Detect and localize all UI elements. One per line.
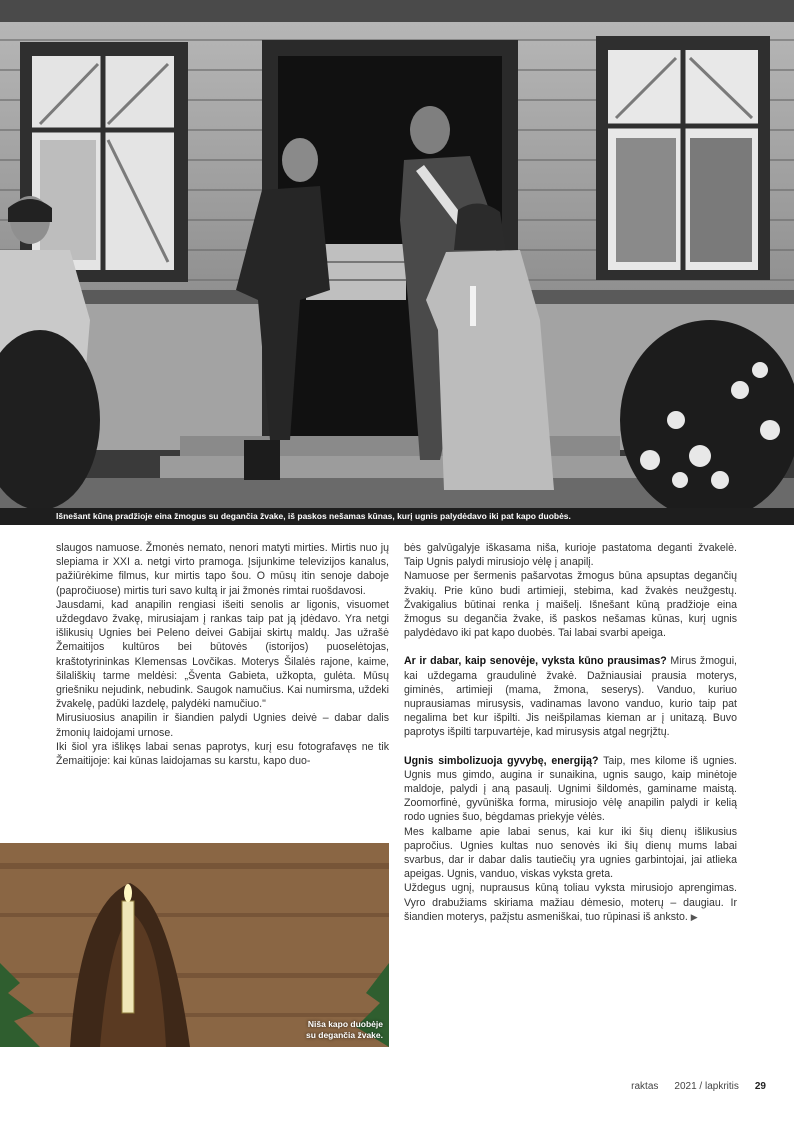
top-photo-caption: Išnešant kūną pradžioje eina žmogus su degančia žvake, iš paskos nešamas kūnas, kurį ugnis palydėdavo iki pat kapo duobės. (0, 508, 794, 525)
grave-niche-caption (306, 1019, 383, 1041)
right-paragraph-3: Mes kalbame apie labai senus, kai kur iki šių dienų išlikusius papročius. Ugnies kultas nuo senovės iki šių dienų mums labai svarbus, dar ir dabar dalis tautiečių yra ugnies garbintojai, jai atlieka apeigas. Ugnis, vanduo, viskas vyksta greta. (404, 825, 737, 881)
answer-2: Taip, mes kilome iš ugnies. Ugnis mus gimdo, augina ir sunaikina, ugnis saugo, kaip minėtoje maldoje, palydi į aną pasaulį. Ugnimi šildomės, gaminame maistą. Zoomorfinė, gyvūniška forma, mirusiojo vėlę anapilin palydi ir kelią rodo ugnies šuo, bėgdamas priekyje vėlės. (404, 754, 738, 824)
right-paragraph-2: Namuose per šermenis pašarvotas žmogus būna apsuptas degančių žvakių. Prie kūno budi artimieji, stebima, kad žvakės neužgestų. Žvakigalius būtinai renka į maišelį. Išnešant kūną pradžioje eina žmogus su degančia žvake, iš paskos nešamas kūnas, kurį ugnis palydėdavo iki pat kapo duobės. Tai labai svarbi apeiga. (404, 570, 737, 640)
question-2: Ugnis simbolizuoja gyvybę, energiją? (404, 754, 599, 767)
right-qa-1 (404, 654, 737, 739)
left-paragraph-3: Mirusiuosius anapilin ir šiandien palydi Ugnies deivė – dabar dalis žmonių laidojami urnose. (56, 712, 389, 739)
answer-1: Mirus žmogui, kai uždegama graudulinė žvakė. Dažniausiai prausia moterys, giminės, artimieji (mama, žmona, seserys). Vanduo, kuriuo nuprausiamas mirusysis, vadinamas lavono vanduo, kurio taip pat negalima bet kur išpilti. Jis neišpilamas kieman ar į unitazą. Buvo paprotys išpilti tarpuvartėje, kad mirusysis atgal negrįžtų. (404, 655, 737, 739)
page-footer (631, 1081, 766, 1092)
right-paragraph-4 (404, 881, 737, 924)
right-paragraph-1: bės galvūgalyje iškasama niša, kurioje pastatoma deganti žvakelė. Taip Ugnis palydi mirusiojo vėlę į anapilį. (404, 542, 737, 569)
grave-niche-illustration (0, 843, 389, 1047)
funeral-procession-photo (0, 0, 794, 508)
issue-date: 2021 / lapkritis (674, 1081, 739, 1092)
grave-niche-photo (0, 843, 389, 1047)
question-1: Ar ir dabar, kaip senovėje, vyksta kūno prausimas? (404, 655, 667, 668)
grave-niche-caption-line-2: su degančia žvake. (305, 1030, 383, 1040)
right-qa-2 (404, 754, 737, 825)
funeral-procession-illustration (0, 0, 794, 508)
right-column (404, 541, 737, 924)
grave-niche-caption-line-1: Niša kapo duobėje (307, 1019, 383, 1029)
page-number: 29 (754, 1081, 766, 1092)
left-paragraph-4: Iki šiol yra išlikęs labai senas paprotys, kurį esu fotografavęs ne tik Žemaitijoje: kai kūnas laidojamas su karstu, kapo duo- (56, 740, 389, 768)
left-paragraph-1: slaugos namuose. Žmonės nemato, nenori matyti mirties. Mirtis nuo jų slepiama ir XXI a. netgi virto pramoga. Įsijunkime televizijos kanalus, pažiūrėkime filmus, kur mirtis tapo šou. O mūsų itin senoje daboje (papročiuose) mirtis turi savo kultą ir jai žmonės rimtai ruošdavosi. (56, 542, 389, 597)
left-column (56, 541, 389, 768)
end-of-article-icon: ▶ (690, 911, 698, 922)
right-paragraph-4-text: Uždegus ugnį, nuprausus kūną toliau vyksta mirusiojo aprengimas. Vyro drabužiams skiriama mažiau dėmesio, moterų – daugiau. Ir šiandien moterys, pažįstu asmeniškai, tuo rūpinasi iš anksto. (404, 882, 737, 923)
magazine-name: raktas (631, 1081, 659, 1092)
left-paragraph-2: Jausdami, kad anapilin rengiasi išeiti senolis ar ligonis, visuomet uždegdavo žvakę, mirusiajam į rankas taip pat ją įdėdavo. Yra netgi išlikusių Ugnies bei Peleno deivei Gabijai skirtų maldų. Jas užrašė Žemaitijos kultūros bei būtovės (istorijos) puoselėtojas, kraštotyrininkas Klemensas Lovčikas. Moterys Šilalės rajone, kaime, šilališkių tarme meldėsi: „Šventa Gabieta, užkopta, gulėta. Mūsų griešniku nejudink, nebudink. Saugok namučius. Kai numirsma, uždeki žvakelę, padūki lazdelę, palydėki namučiuo." (56, 598, 389, 711)
